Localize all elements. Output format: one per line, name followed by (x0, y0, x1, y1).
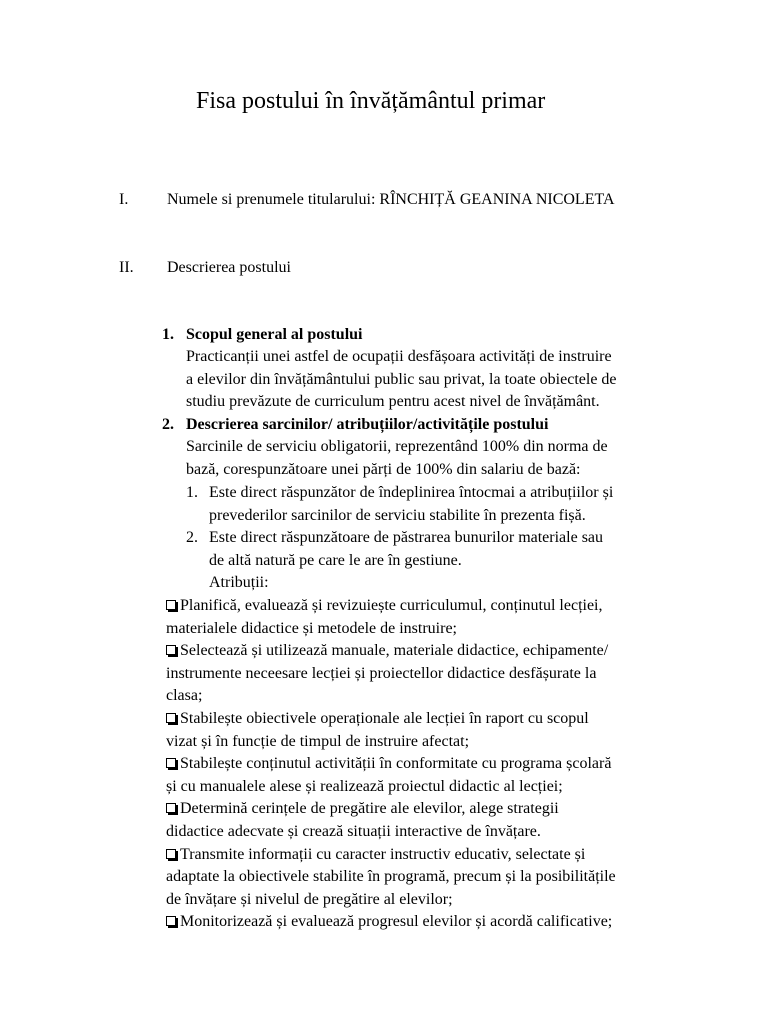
text-line: Stabilește obiectivele operaționale ale lecției în raport cu scopul (180, 709, 589, 727)
text-line: de altă natură pe care le are în gestiune. (209, 551, 462, 569)
checkbox-icon (166, 645, 176, 655)
attribute-item (166, 595, 616, 640)
task-number: 1. (186, 484, 198, 501)
text-line: de învățare și nivelul de pregătire al elevilor; (166, 890, 453, 908)
text-line: adaptate la obiectivele stabilite în programă, precum și la posibilitățile (166, 868, 616, 886)
text-line: a elevilor din învățământului public sau privat, la toate obiectele de (186, 370, 617, 388)
text-line: bază, corespunzătoare unei părți de 100% din salariu de bază: (186, 460, 581, 478)
atributii-label: Atribuții: (209, 574, 269, 592)
text-line: Transmite informații cu caracter instructiv educativ, selectate și (180, 845, 586, 863)
attribute-item (166, 911, 616, 934)
checkbox-icon (166, 803, 176, 813)
checkbox-icon (166, 713, 176, 723)
subsection-number: 1. (162, 326, 174, 343)
text-line: prevederilor sarcinilor de serviciu stabilite în prezenta fișă. (209, 506, 586, 524)
subsection-body (186, 346, 617, 414)
text-line: Selectează și utilizează manuale, materiale didactice, echipamente/ (180, 642, 609, 660)
checkbox-icon (166, 849, 176, 859)
task-body (209, 527, 603, 595)
text-line: studiu prevăzute de curriculum pentru acest nivel de învățământ. (186, 393, 600, 411)
text-line: și cu manualele alese și realizează proiectul didactic al lecției; (166, 777, 563, 795)
subsection-body (186, 436, 608, 481)
text-line: Planifică, evaluează și revizuiește curriculumul, conținutul lecției, (180, 597, 603, 614)
section-number: II. (119, 259, 134, 276)
text-line: Determină cerințele de pregătire ale elevilor, alege strategii (180, 800, 559, 818)
subsection-heading: Descrierea sarcinilor/ atribuțiilor/activitățile postului (186, 416, 549, 433)
text-line: vizat și în funcție de timpul de instruire afectat; (166, 732, 470, 750)
subsection-heading: Scopul general al postului (186, 326, 363, 343)
text-line: Practicanții unei astfel de ocupații desfășoara activități de instruire (186, 348, 612, 365)
section-number: I. (119, 191, 129, 208)
text-line: Este direct răspunzătoare de păstrarea bunurilor materiale sau (209, 529, 604, 546)
checkbox-icon (166, 600, 176, 610)
text-line: Este direct răspunzător de îndeplinirea întocmai a atribuțiilor și (209, 484, 614, 501)
attribute-item (166, 753, 616, 798)
page-title: Fisa postului în învățământul primar (196, 88, 546, 114)
text-line: instrumente neceesare lecției și proiectellor didactice desfășurate la (166, 664, 597, 682)
attribute-item (166, 798, 616, 843)
text-line: didactice adecvate și crează situații interactive de învățare. (166, 822, 541, 840)
text-line: Sarcinile de serviciu obligatorii, reprezentând 100% din norma de (186, 438, 608, 455)
text-line: Stabilește conținutul activității în conformitate cu programa școlară (180, 755, 612, 773)
section-text: Numele si prenumele titularului: RÎNCHIȚĂ GEANINA NICOLETA (167, 191, 615, 208)
attributes-list (166, 595, 616, 934)
checkbox-icon (166, 758, 176, 768)
task-number: 2. (186, 529, 198, 546)
task-body (209, 482, 613, 527)
text-line: Monitorizează și evaluează progresul elevilor și acordă calificative; (180, 913, 613, 931)
attribute-item (166, 640, 616, 708)
attribute-item (166, 844, 616, 912)
text-line: clasa; (166, 687, 203, 705)
section-text: Descrierea postului (167, 259, 291, 276)
text-line: materialele didactice și metodele de instruire; (166, 619, 457, 637)
attribute-item (166, 708, 616, 753)
subsection-number: 2. (162, 416, 174, 433)
checkbox-icon (166, 916, 176, 926)
